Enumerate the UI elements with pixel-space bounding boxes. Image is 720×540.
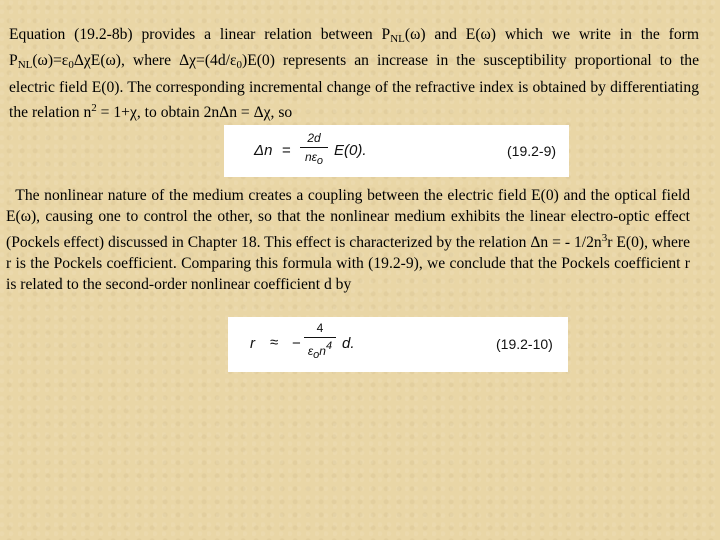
fraction-numerator: 4 (316, 321, 324, 335)
fraction-bar (304, 337, 336, 338)
text-segment: The nonlinear nature of the medium creates a coupling between the electric field E(0) and the optical field E(ω), causing one to control the other, so that the nonlinear medium exhibits the linear electro-optic effect (Pockels effect) discussed in Chapter 18. This effect is characterized by the relation Δn = - 1/2n (6, 187, 690, 251)
equation-19-2-10 (228, 317, 568, 372)
subscript: o (316, 155, 324, 167)
text-segment: Equation (19.2-8b) provides a linear relation between P (9, 26, 391, 43)
equation-lhs: Δn (254, 142, 273, 159)
subscript: o (313, 349, 320, 361)
paragraph-intro (9, 24, 699, 123)
text-segment: )E(0) represents an increase in the susceptibility proportional to the electric field E(0). The corresponding incremental change of the refractive index is obtained by differentiating the relation n (9, 52, 699, 121)
subscript: 0 (68, 59, 74, 72)
text-segment: = 1+χ, to obtain 2nΔn = Δχ, so (96, 103, 293, 121)
paragraph-pockels (6, 185, 690, 295)
denominator-text: ε (307, 344, 314, 358)
equation-lhs: r (250, 335, 255, 352)
equation-number: (19.2-10) (496, 336, 553, 352)
text-segment: (ω) and E(ω) which we write in the form P (9, 26, 699, 70)
equation-tail: d. (342, 335, 355, 352)
subscript: NL (17, 59, 33, 72)
fraction-bar (300, 147, 328, 148)
fraction-denominator (304, 340, 336, 361)
minus-sign: − (292, 335, 301, 352)
fraction-numerator: 2d (307, 131, 321, 145)
text-segment: (ω)=ε (32, 52, 69, 70)
subscript: 0 (236, 59, 242, 72)
denominator-text: n (319, 344, 326, 358)
fraction (304, 321, 336, 361)
text-segment: ΔχE(ω), where Δχ=(4d/ε (73, 52, 237, 70)
equals-sign: = (282, 142, 291, 159)
approx-sign: ≈ (270, 334, 279, 351)
superscript: 2 (91, 101, 97, 114)
fraction (300, 131, 328, 167)
superscript: 4 (325, 340, 333, 352)
text-segment: r E(0), where r is the Pockels coefficient. Comparing this formula with (19.2-9), we conclude that the Pockels coefficient r is related to the second-order nonlinear coefficient d by (6, 233, 690, 294)
subscript: NL (390, 33, 405, 45)
equation-19-2-9 (224, 125, 569, 177)
fraction-denominator (300, 150, 328, 167)
denominator-text: nε (304, 150, 317, 164)
superscript: 3 (601, 231, 608, 244)
equation-number: (19.2-9) (507, 143, 557, 159)
equation-tail: E(0). (334, 142, 367, 159)
